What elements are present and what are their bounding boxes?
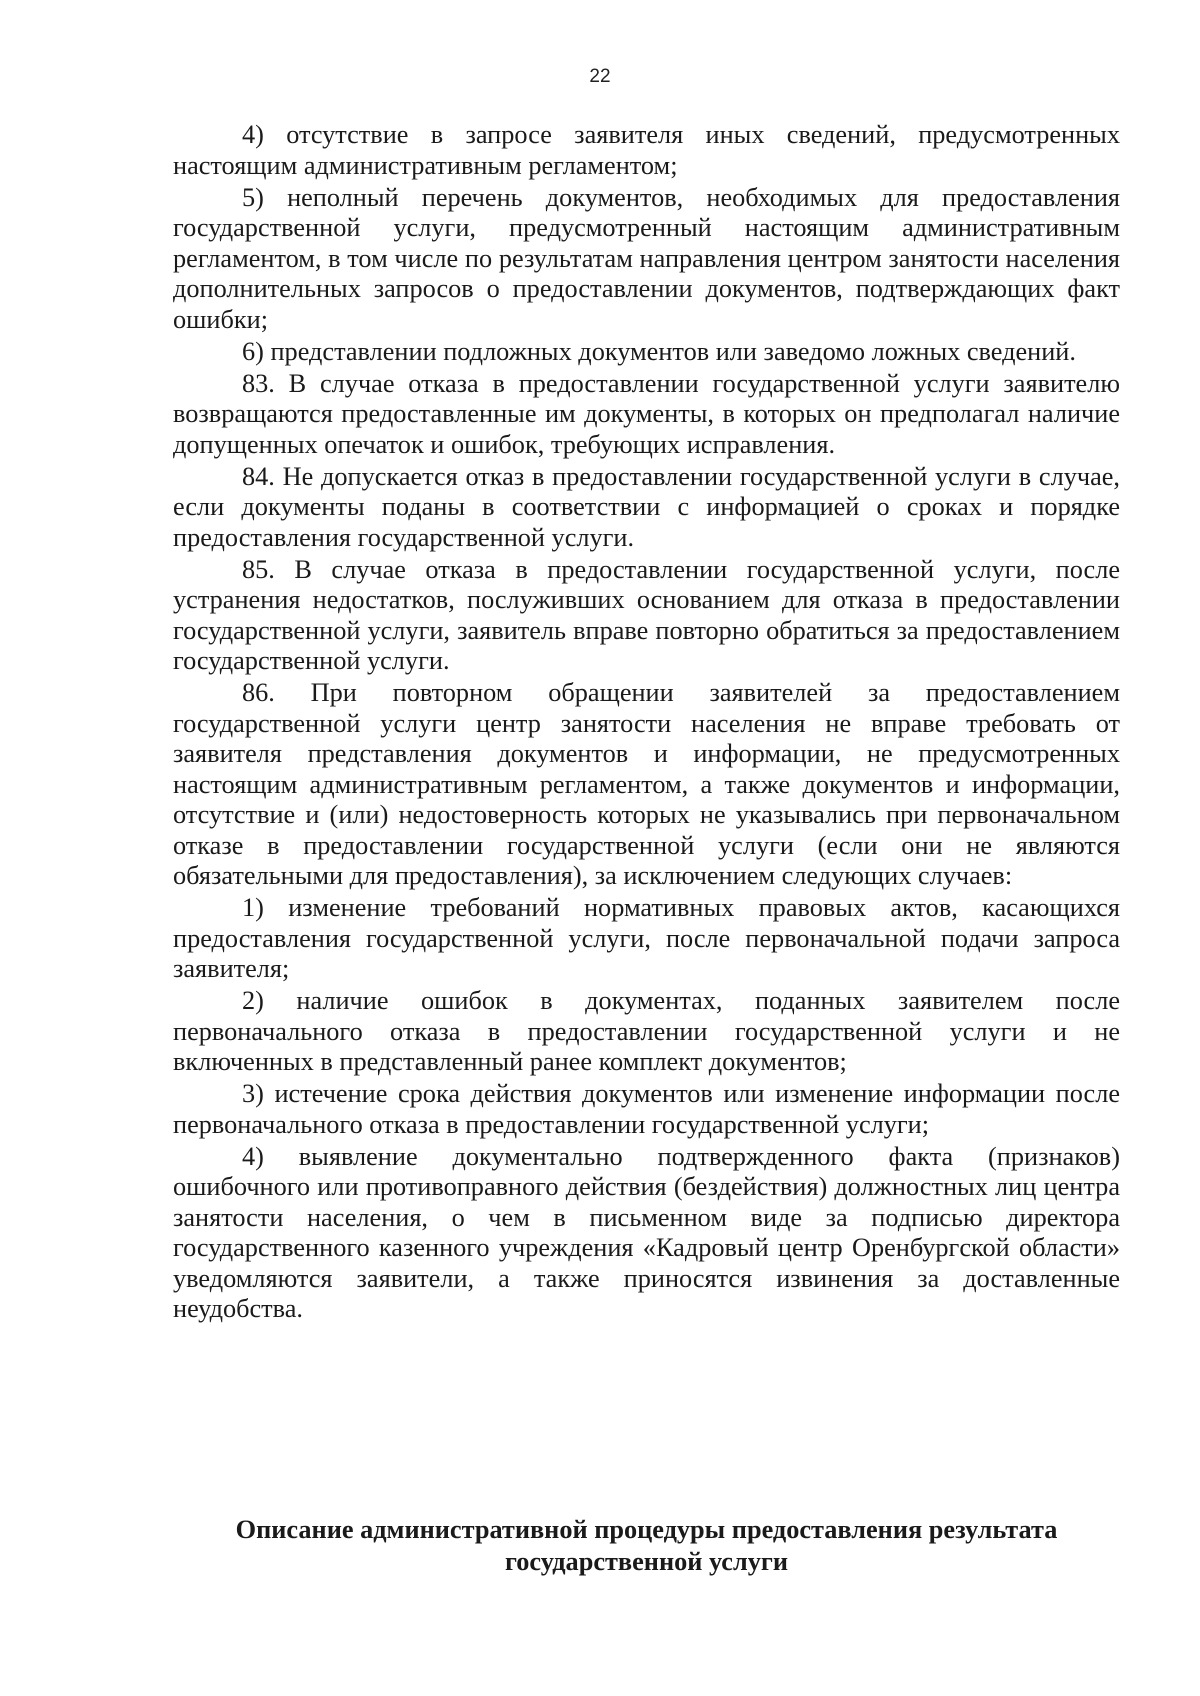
section-heading-line-2: государственной услуги bbox=[505, 1547, 788, 1576]
exception-item-2: 2) наличие ошибок в документах, поданных заявителем после первоначального отказа в предоставлении государственной услуги и не включенных в представленный ранее комплект документов; bbox=[173, 986, 1120, 1076]
document-body bbox=[173, 120, 1120, 1326]
paragraph-84: 84. Не допускается отказ в предоставлении государственной услуги в случае, если документы поданы в соответствии с информацией о сроках и порядке предоставления государственной услуги. bbox=[173, 461, 1120, 552]
paragraph-item-6-forged-documents: 6) представлении подложных документов или заведомо ложных сведений. bbox=[242, 336, 1076, 366]
section-heading-line-1: Описание административной процедуры предоставления результата bbox=[235, 1515, 1058, 1544]
paragraph-item-4-missing-info: 4) отсутствие в запросе заявителя иных сведений, предусмотренных настоящим административным регламентом; bbox=[173, 120, 1120, 180]
paragraph-85: 85. В случае отказа в предоставлении государственной услуги, после устранения недостатков, послуживших основанием для отказа в предоставлении государственной услуги, заявитель вправе повторно обратиться за предоставлением государственной услуги. bbox=[173, 554, 1120, 675]
paragraph-item-5-incomplete-documents: 5) неполный перечень документов, необходимых для предоставления государственной услуги, предусмотренный настоящим административным регламентом, в том числе по результатам направления центром занятости населения дополнительных запросов о предоставлении документов, подтверждающих факт ошибки; bbox=[173, 182, 1120, 334]
paragraph-86: 86. При повторном обращении заявителей за предоставлением государственной услуги центр занятости населения не вправе требовать от заявителя представления документов и информации, не предусмотренных настоящим административным регламентом, а также документов и информации, отсутствие и (или) недостоверность которых не указывались при первоначальном отказе в предоставлении государственной услуги (если они не являются обязательными для предоставления), за исключением следующих случаев: bbox=[173, 678, 1120, 890]
section-heading bbox=[173, 1514, 1120, 1578]
exception-item-1: 1) изменение требований нормативных правовых актов, касающихся предоставления государственной услуги, после первоначальной подачи запроса заявителя; bbox=[173, 893, 1120, 983]
exception-item-3: 3) истечение срока действия документов или изменение информации после первоначального отказа в предоставлении государственной услуги; bbox=[173, 1079, 1120, 1139]
exception-item-4: 4) выявление документально подтвержденного факта (признаков) ошибочного или противоправного действия (бездействия) должностных лиц центра занятости населения, о чем в письменном виде за подписью директора государственного казенного учреждения «Кадровый центр Оренбургской области» уведомляются заявители, а также приносятся извинения за доставленные неудобства. bbox=[173, 1141, 1120, 1323]
paragraph-83: 83. В случае отказа в предоставлении государственной услуги заявителю возвращаются предоставленные им документы, в которых он предполагал наличие допущенных опечаток и ошибок, требующих исправления. bbox=[173, 368, 1120, 459]
page-number: 22 bbox=[589, 66, 611, 87]
